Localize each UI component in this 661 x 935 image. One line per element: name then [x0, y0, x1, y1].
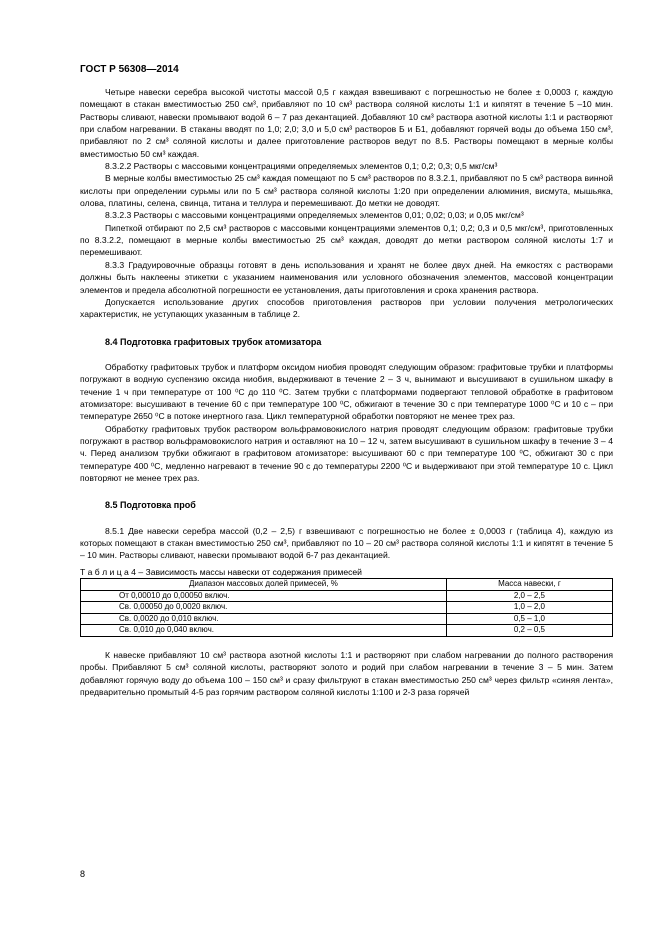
- table-cell: От 0,00010 до 0,00050 включ.: [81, 590, 447, 602]
- document-header: ГОСТ Р 56308—2014: [80, 64, 179, 75]
- table-cell: 1,0 – 2,0: [446, 602, 612, 614]
- column-header: Масса навески, г: [446, 579, 612, 591]
- paragraph: Пипеткой отбирают по 2,5 см³ растворов с массовыми концентрациями элементов 0,1; 0,2; 0,3 и 0,5 мкг/см³, приготовленных по 8.3.2.2, помещают в мерные колбы вместимостью 25 см³ каждая, доводят до метки раствором соляной кислоты 1:7 и перемешивают.: [80, 222, 613, 258]
- table-row: [81, 613, 613, 625]
- table-cell: 0,5 – 1,0: [446, 613, 612, 625]
- document-body: [80, 86, 613, 698]
- table-row: [81, 590, 613, 602]
- paragraph: К навеске прибавляют 10 см³ раствора азотной кислоты 1:1 и растворяют при слабом нагревании до полного растворения пробы. Прибавляют 5 см³ соляной кислоты, растворяют золото и родий при слабом нагревании в течение 3 – 5 мин. Затем добавляют горячую воду до объема 100 – 150 см³ и сразу фильтруют в стакан вместимостью 250 см³ через фильтр «синяя лента», предварительно промытый 4-5 раз горячим раствором соляной кислоты 1:100 и 2-3 раза горячей: [80, 650, 613, 698]
- page-number: 8: [80, 869, 86, 879]
- paragraph: 8.3.2.2 Растворы с массовыми концентрациями определяемых элементов 0,1; 0,2; 0,3; 0,5 мкг/см³: [105, 161, 498, 172]
- table-cell: Св. 0,00050 до 0,0020 включ.: [81, 602, 447, 614]
- table-cell: Св. 0,0020 до 0,010 включ.: [81, 613, 447, 625]
- table-caption: Т а б л и ц а 4 – Зависимость массы навески от содержания примесей: [80, 566, 362, 577]
- column-header: Диапазон массовых долей примесей, %: [81, 579, 447, 591]
- table-row: [81, 625, 613, 637]
- paragraph: 8.3.2.3 Растворы с массовыми концентрациями определяемых элементов 0,01; 0,02; 0,03; и 0,05 мкг/см³: [105, 210, 524, 221]
- section-heading-8-4: 8.4 Подготовка графитовых трубок атомизатора: [105, 336, 322, 347]
- paragraph: Четыре навески серебра высокой чистоты массой 0,5 г каждая взвешивают с погрешностью не более ± 0,0003 г, каждую помещают в стакан вместимостью 250 см³, прибавляют по 10 см³ раствора соляной кислоты 1:1 и кипятят в течение 5 –10 мин. Растворы сливают, навески промывают водой 6 – 7 раз декантацией. Добавляют 10 см³ раствора азотной кислоты 1:1 и растворяют при слабом нагревании. В стаканы вводят по 1,0; 2,0; 3,0 и 5,0 см³ растворов Б и Б1, добавляют горячей воды до объема 150 см³, прибавляют по 2 см³ соляной кислоты и далее приготовление растворов ведут по 8.5. Растворы помещают в мерные колбы вместимостью 50 см³ каждая.: [80, 87, 613, 159]
- paragraph: Допускается использование других способов приготовления растворов при условии получения метрологических характеристик, не уступающих указанным в таблице 2.: [80, 296, 613, 320]
- paragraph: Обработку графитовых трубок и платформ оксидом ниобия проводят следующим образом: графитовые трубки и платформы погружают в водную суспензию оксида ниобия, выдерживают в течение 2 – 3 ч, вынимают и высушивают в сушильном шкафу в течение 1 ч при температуре от 100 ⁰С до 110 ⁰С. Затем трубки с платформами подвергают тепловой обработке в графитовом атомизаторе: высушивают в течение 60 с при температуре 100 ⁰С, обжигают в течение 30 с при температуре 1000 ⁰С и 10 с – при температуре 2650 ⁰С в потоке инертного газа. Цикл температурной обработки повторяют не менее трех раз.: [80, 361, 613, 422]
- table-cell: 2,0 – 2,5: [446, 590, 612, 602]
- paragraph: 8.3.3 Градуировочные образцы готовят в день использования и хранят не более двух дней. На емкостях с растворами должны быть наклеены этикетки с указанием наименования или условного обозначения элементов, массовой концентрации элементов и предела абсолютной погрешности ее установления, даты приготовления и срока хранения раствора.: [80, 259, 613, 295]
- paragraph: В мерные колбы вместимостью 25 см³ каждая помещают по 5 см³ растворов по 8.3.2.1, прибавляют по 5 см³ раствора винной кислоты при определении сурьмы или по 5 см³ раствора соляной кислоты 1:20 при определении алюминия, висмута, мышьяка, олова, платины, селена, свинца, титана и теллура и перемешивают. До метки не доводят.: [80, 173, 613, 209]
- table-header-row: [81, 579, 613, 591]
- table-cell: Св. 0,010 до 0,040 включ.: [81, 625, 447, 637]
- table-row: [81, 602, 613, 614]
- table-cell: 0,2 – 0,5: [446, 625, 612, 637]
- table-4: [80, 578, 613, 637]
- section-heading-8-5: 8.5 Подготовка проб: [105, 500, 196, 511]
- paragraph: 8.5.1 Две навески серебра массой (0,2 – 2,5) г взвешивают с погрешностью не более ± 0,0003 г (таблица 4), каждую из которых помещают в стакан вместимостью 250 см³, прибавляют по 10 – 20 см³ раствора соляной кислоты 1:1 и кипятят в течение 5 – 10 мин. Растворы сливают, навески промывают водой 6-7 раз декантацией.: [80, 525, 613, 561]
- paragraph: Обработку графитовых трубок раствором вольфрамовокислого натрия проводят следующим образом: графитовые трубки погружают в раствор вольфрамовокислого натрия и оставляют на 10 – 12 ч, затем высушивают в сушильном шкафу в течение 3 – 4 ч. Перед анализом трубки обжигают в графитовом атомизаторе: высушивают 60 с при температуре 100 ⁰С, обжигают 30 с при температуре 400 ⁰С, медленно нагревают в течение 90 с до температуры 2200 ⁰С и выдерживают при этой температуре 10 с. Цикл повторяют не менее трех раз.: [80, 423, 613, 483]
